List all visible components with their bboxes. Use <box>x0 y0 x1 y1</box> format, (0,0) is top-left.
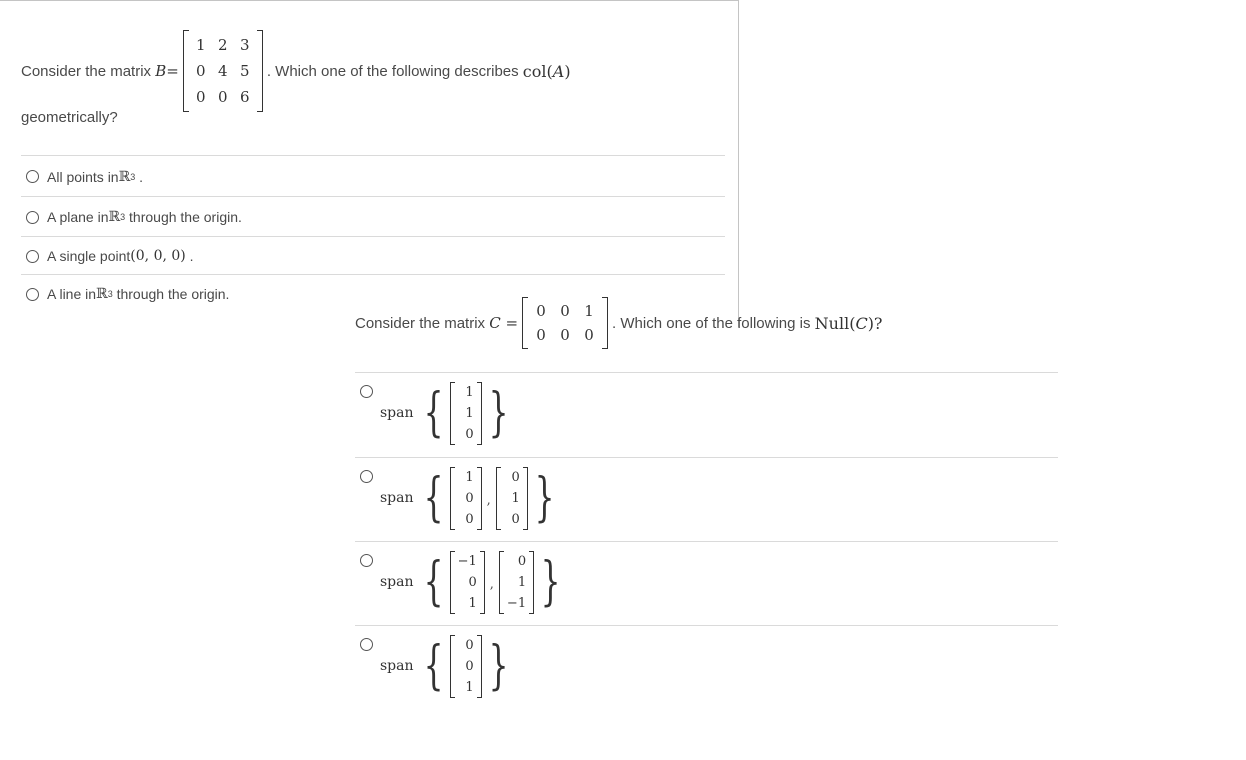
option-text-suffix: through the origin. <box>125 209 242 225</box>
equals-sign: = <box>166 62 179 80</box>
radio-button[interactable] <box>360 470 373 483</box>
exponent: 3 <box>107 289 113 299</box>
left-brace: { <box>423 552 443 612</box>
radio-button[interactable] <box>26 170 39 183</box>
matrix-entry: 6 <box>240 88 250 106</box>
right-bracket <box>477 635 482 698</box>
column-vector <box>496 467 528 530</box>
vector-entries <box>455 467 477 530</box>
vector-entry: 1 <box>465 469 474 485</box>
right-bracket <box>477 467 482 530</box>
span-expression <box>380 381 515 445</box>
answer-option[interactable] <box>355 625 1058 710</box>
vector-entries <box>455 551 480 614</box>
vector-entry: 0 <box>465 490 474 506</box>
prompt-suffix: geometrically? <box>21 109 118 126</box>
span-expression <box>380 466 561 530</box>
matrix-entry: 0 <box>196 62 206 80</box>
right-bracket <box>523 467 528 530</box>
vector-entry: −1 <box>457 553 477 569</box>
option-text-suffix: . <box>135 168 144 185</box>
matrix-entry: 0 <box>560 326 570 344</box>
span-expression <box>380 550 567 614</box>
option-text-suffix: through the origin. <box>112 286 230 302</box>
comma: , <box>486 493 491 508</box>
real-space-symbol: ℝ <box>108 209 121 225</box>
vector-entry: 1 <box>511 490 520 506</box>
option-text: All points in <box>47 168 119 185</box>
column-vector <box>499 551 534 614</box>
vector-entry: 1 <box>468 595 477 611</box>
exponent: 3 <box>130 171 136 182</box>
answer-option[interactable] <box>21 236 725 275</box>
option-text: A line in <box>47 286 97 302</box>
right-brace: } <box>534 468 555 528</box>
prompt-text-middle: . Which one of the following describes <box>266 62 523 80</box>
column-vector <box>450 382 482 445</box>
answer-option[interactable] <box>21 155 725 197</box>
prompt-text-middle: . Which one of the following is <box>612 314 815 332</box>
null-expression: Null(C)? <box>814 313 883 333</box>
right-bracket <box>529 551 534 614</box>
right-bracket <box>602 297 608 349</box>
radio-button[interactable] <box>26 288 39 301</box>
right-bracket <box>480 551 485 614</box>
prompt-text: Consider the matrix <box>355 314 490 332</box>
col-expression: col(A) <box>522 61 571 81</box>
span-label: span <box>380 490 414 506</box>
right-bracket <box>257 30 263 112</box>
vector-entry: 0 <box>465 426 474 442</box>
answer-option[interactable] <box>355 541 1058 626</box>
right-brace: } <box>488 383 509 443</box>
vector-entries <box>455 635 477 698</box>
vector-entry: 0 <box>511 511 520 527</box>
comma: , <box>489 577 494 592</box>
vector-entry: 0 <box>465 658 474 674</box>
answer-option[interactable] <box>355 372 1058 457</box>
point-coordinates: (0, 0, 0) <box>130 248 186 264</box>
vector-entry: 0 <box>465 637 474 653</box>
column-vector <box>450 551 485 614</box>
right-bracket <box>477 382 482 445</box>
matrix-entry: 0 <box>536 326 546 344</box>
matrix-entry: 3 <box>240 36 250 54</box>
vector-entry: 0 <box>517 553 527 569</box>
left-brace: { <box>423 636 443 696</box>
matrix-entry: 5 <box>240 62 250 80</box>
vector-entry: 1 <box>517 574 527 590</box>
real-space-symbol: ℝ <box>118 168 131 185</box>
radio-button[interactable] <box>26 211 39 224</box>
matrix-entry: 0 <box>218 88 228 106</box>
column-vector <box>450 467 482 530</box>
answer-option[interactable] <box>21 196 725 237</box>
question-1-panel <box>0 0 739 327</box>
exponent: 3 <box>120 212 126 222</box>
equals-sign: = <box>500 314 519 332</box>
matrix-b-entries <box>189 30 257 112</box>
matrix-entry: 0 <box>536 302 546 320</box>
span-label: span <box>380 574 414 590</box>
right-brace: } <box>488 636 509 696</box>
option-text: A plane in <box>47 209 109 225</box>
matrix-entry: 1 <box>196 36 206 54</box>
option-text: A single point <box>47 248 131 264</box>
matrix-c <box>522 297 608 349</box>
vector-entry: 1 <box>465 679 474 695</box>
span-label: span <box>380 405 414 421</box>
span-label: span <box>380 658 414 674</box>
left-brace: { <box>423 383 443 443</box>
option-text-suffix: . <box>185 248 194 264</box>
vector-entry: 0 <box>468 574 477 590</box>
vector-entry: −1 <box>506 595 527 611</box>
radio-button[interactable] <box>360 638 373 651</box>
answer-option[interactable] <box>355 457 1058 542</box>
matrix-entry: 4 <box>218 62 228 80</box>
span-expression <box>380 634 515 698</box>
vector-entry: 0 <box>465 511 474 527</box>
matrix-entry: 0 <box>560 302 570 320</box>
vector-entries <box>504 551 529 614</box>
prompt-text: Consider the matrix <box>21 62 156 80</box>
right-brace: } <box>540 552 561 612</box>
vector-entry: 1 <box>465 384 474 400</box>
vector-entries <box>501 467 523 530</box>
question-2-prompt <box>355 298 883 348</box>
matrix-entry: 0 <box>584 326 594 344</box>
question-1-prompt <box>21 36 571 106</box>
column-vector <box>450 635 482 698</box>
vector-entry: 0 <box>511 469 520 485</box>
matrix-name: C <box>489 314 501 332</box>
left-brace: { <box>423 468 443 528</box>
radio-button[interactable] <box>360 385 373 398</box>
radio-button[interactable] <box>26 250 39 263</box>
radio-button[interactable] <box>360 554 373 567</box>
matrix-entry: 0 <box>196 88 206 106</box>
matrix-entry: 1 <box>584 302 594 320</box>
matrix-c-entries <box>528 297 602 349</box>
matrix-b <box>183 30 263 112</box>
matrix-entry: 2 <box>218 36 228 54</box>
vector-entries <box>455 382 477 445</box>
vector-entry: 1 <box>465 405 474 421</box>
matrix-name: B <box>155 62 167 80</box>
real-space-symbol: ℝ <box>96 286 108 302</box>
